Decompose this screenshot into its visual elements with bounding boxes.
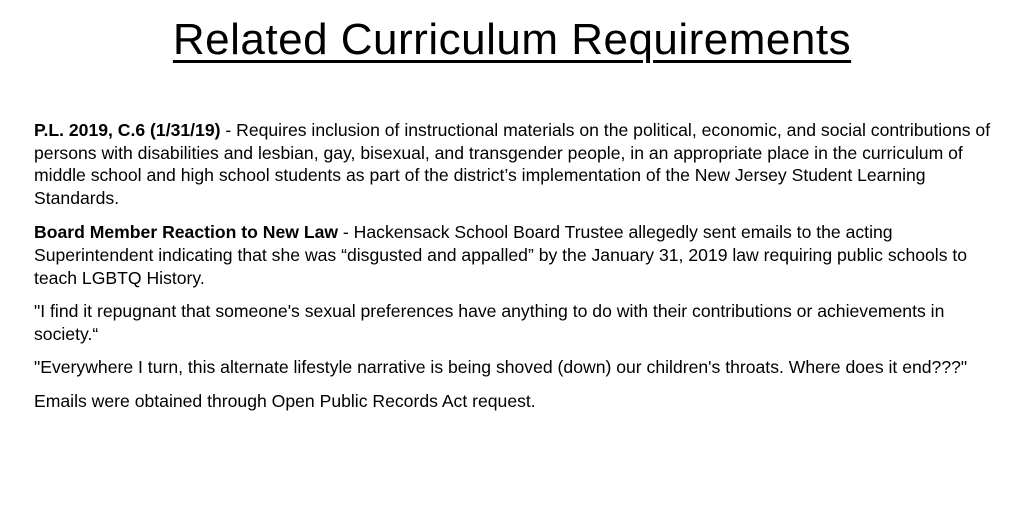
slide-title: Related Curriculum Requirements [172, 15, 852, 64]
slide-body [34, 119, 1002, 424]
quote-everywhere: "Everywhere I turn, this alternate lifestyle narrative is being shoved (down) our children's throats. Where does it end???" [34, 357, 968, 378]
quote-repugnant: "I find it repugnant that someone's sexual preferences have anything to do with their contributions or achievements in society.“ [34, 301, 945, 344]
paragraph-board-reaction [34, 221, 1002, 289]
law-description: - Requires inclusion of instructional materials on the political, economic, and social contributions of persons with disabilities and lesbian, gay, bisexual, and transgender people, in an appropriate place in the curriculum of middle school and high school students as part of the district’s implementation of the New Jersey Student Learning Standards. [34, 120, 991, 208]
paragraph-source: Emails were obtained through Open Public Records Act request. [34, 390, 536, 411]
law-citation: P.L. 2019, C.6 (1/31/19) [34, 120, 221, 140]
paragraph-law [34, 119, 1002, 209]
board-reaction-heading: Board Member Reaction to New Law [34, 222, 339, 243]
board-reaction-text: - Hackensack School Board Trustee allegedly sent emails to the acting Superintendent indicating that she was “disgusted and appalled” by the January 31, 2019 law requiring public schools to teach LGBTQ History. [34, 222, 968, 288]
